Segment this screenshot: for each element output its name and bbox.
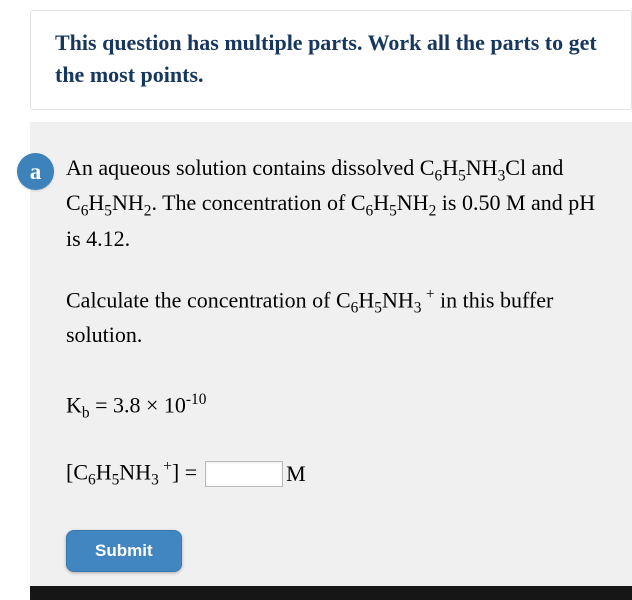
answer-label: [$C_6H_5NH_3$ +] =	[66, 458, 198, 489]
submit-button[interactable]: Submit	[66, 530, 182, 572]
next-section-edge	[30, 586, 632, 600]
part-a-badge: a	[17, 153, 54, 190]
answer-unit: M	[286, 461, 306, 487]
kb-value-line: $K_b = 3.8 \times 10^{-10}$	[66, 390, 207, 422]
question-body	[30, 122, 632, 572]
question-part-a-panel	[30, 122, 632, 586]
question-paragraph-2: Calculate the concentration of $C_6H_5NH_3$ + in this buffer solution.	[66, 285, 554, 348]
answer-row	[66, 458, 614, 490]
multipart-notice-text: This question has multiple parts. Work all the parts to get the most points.	[55, 30, 597, 87]
multipart-notice	[30, 10, 632, 110]
question-paragraph-1: An aqueous solution contains dissolved $C_6H_5NH_3Cl$ and $C_6H_5NH_2$. The concentration of $C_6H_5NH_2$ is 0.50 M and pH is 4.12.	[66, 155, 596, 251]
concentration-input[interactable]	[205, 461, 283, 487]
